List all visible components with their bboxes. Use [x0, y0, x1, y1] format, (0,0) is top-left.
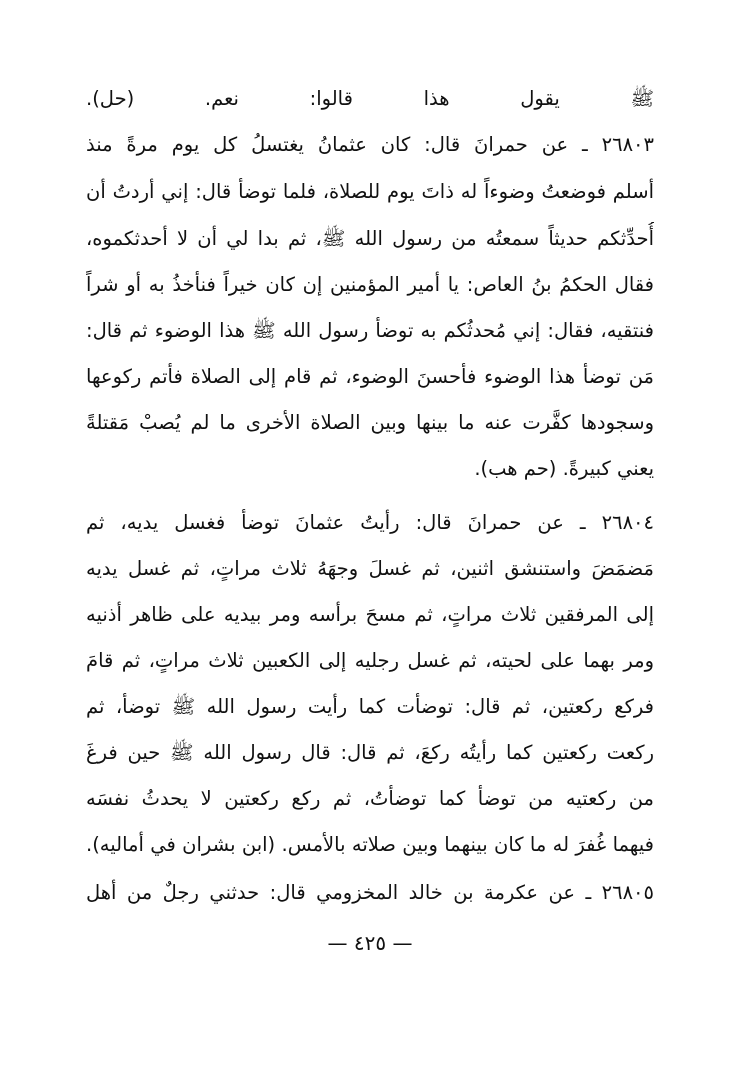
text-line: أُحدِّثكم حديثاً سمعتُه من رسول الله ﷺ، ثم بدا لي أن لا أحدثكموه، [86, 227, 654, 250]
text-line: ﷺ يقول هذا قالوا: نعم. (حل). [86, 87, 654, 110]
page-number: — ٤٢٥ — [327, 931, 413, 955]
text-line: وسجودها كفَّرت عنه ما بينها وبين الصلاة الأخرى ما لم يُصبْ مَقتلةً [86, 411, 654, 434]
text-line: أسلم فوضعتُ وضوءاً له ذاتَ يوم للصلاة، فلما توضأ قال: إني أردتُ أن [86, 180, 654, 203]
source-citation-line: فيهما غُفرَ له ما كان بينهما وبين صلاته بالأمس. (ابن بشران في أماليه). [86, 833, 654, 856]
text-line: مَن توضأ هذا الوضوء فأحسنَ الوضوء، ثم قام إلى الصلاة فأتم ركوعها [86, 365, 654, 388]
source-citation-line: يعني كبيرةً. (حم هب). [474, 457, 654, 480]
text-line: فقال الحكمُ بنُ العاص: يا أمير المؤمنين إن كان خيراً فنأخذُ به أو شراً [86, 273, 654, 296]
text-line: ركعت ركعتين كما رأيتُه ركعَ، ثم قال: قال رسول الله ﷺ حين فرغَ [86, 741, 654, 764]
hadith-26804-start: ٢٦٨٠٤ ـ عن حمرانَ قال: رأيتُ عثمانَ توضأ فغسل يديه، ثم [86, 511, 654, 534]
text-line: من ركعتيه من توضأ كما توضأتُ، ثم ركع ركعتين لا يحدثُ نفسَه [86, 787, 654, 810]
text-line: مَضمَضَ واستنشق اثنين، ثم غسلَ وجهَهُ ثلاث مراتٍ، ثم غسل يديه [86, 557, 654, 580]
text-line: فنتقيه، فقال: إني مُحدثُكم به توضأ رسول الله ﷺ هذا الوضوء ثم قال: [86, 319, 654, 342]
hadith-26803-start: ٢٦٨٠٣ ـ عن حمرانَ قال: كان عثمانُ يغتسلُ كل يوم مرةً منذ [86, 133, 654, 156]
hadith-26805-start: ٢٦٨٠٥ ـ عن عكرمة بن خالد المخزومي قال: حدثني رجلٌ من أهل [86, 881, 654, 904]
text-line: ومر بهما على لحيته، ثم غسل رجليه إلى الكعبين ثلاث مراتٍ، ثم قامَ [86, 649, 654, 672]
text-line: إلى المرفقين ثلاث مراتٍ، ثم مسحَ برأسه ومر بيديه على ظاهر أذنيه [86, 603, 654, 626]
text-line: فركع ركعتين، ثم قال: توضأت كما رأيت رسول الله ﷺ توضأ، ثم [86, 695, 654, 718]
